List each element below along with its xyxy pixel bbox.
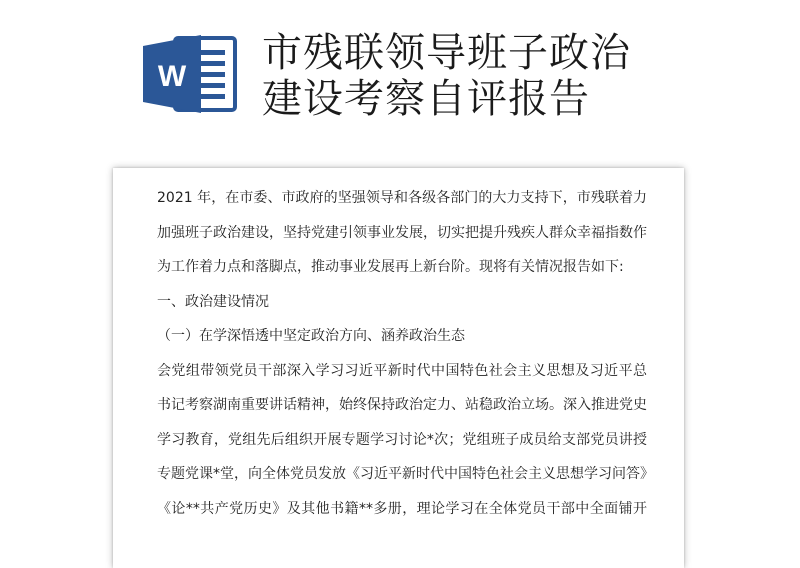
word-document-icon [143, 34, 239, 114]
body-line: 《论**共产党历史》及其他书籍**多册，理论学习在全体党员干部中全面铺开 [157, 500, 647, 517]
body-line: 专题党课*堂，向全体党员发放《习近平新时代中国特色社会主义思想学习问答》 [157, 466, 654, 482]
word-logo-letter: W [157, 60, 187, 93]
body-line: 书记考察湖南重要讲话精神，始终保持政治定力、站稳政治立场。深入推进党史 [157, 397, 647, 413]
section-heading: 一、政治建设情况 [157, 293, 269, 310]
document-page [113, 168, 684, 568]
body-line: 2021 年，在市委、市政府的坚强领导和各级各部门的大力支持下，市残联着力 [157, 190, 647, 206]
body-line: 加强班子政治建设，坚持党建引领事业发展，切实把提升残疾人群众幸福指数作 [157, 224, 647, 241]
document-title [262, 30, 762, 122]
body-line: 为工作着力点和落脚点，推动事业发展再上新台阶。现将有关情况报告如下: [157, 259, 624, 275]
body-line: 会党组带领党员干部深入学习习近平新时代中国特色社会主义思想及习近平总 [157, 362, 647, 379]
document-body [157, 181, 654, 526]
document-title-line-1: 市残联领导班子政治 [262, 30, 631, 76]
document-title-line-2: 建设考察自评报告 [262, 76, 590, 122]
subsection-heading: （一）在学深悟透中坚定政治方向、涵养政治生态 [157, 328, 465, 344]
body-line: 学习教育，党组先后组织开展专题学习讨论*次；党组班子成员给支部党员讲授 [157, 431, 647, 448]
